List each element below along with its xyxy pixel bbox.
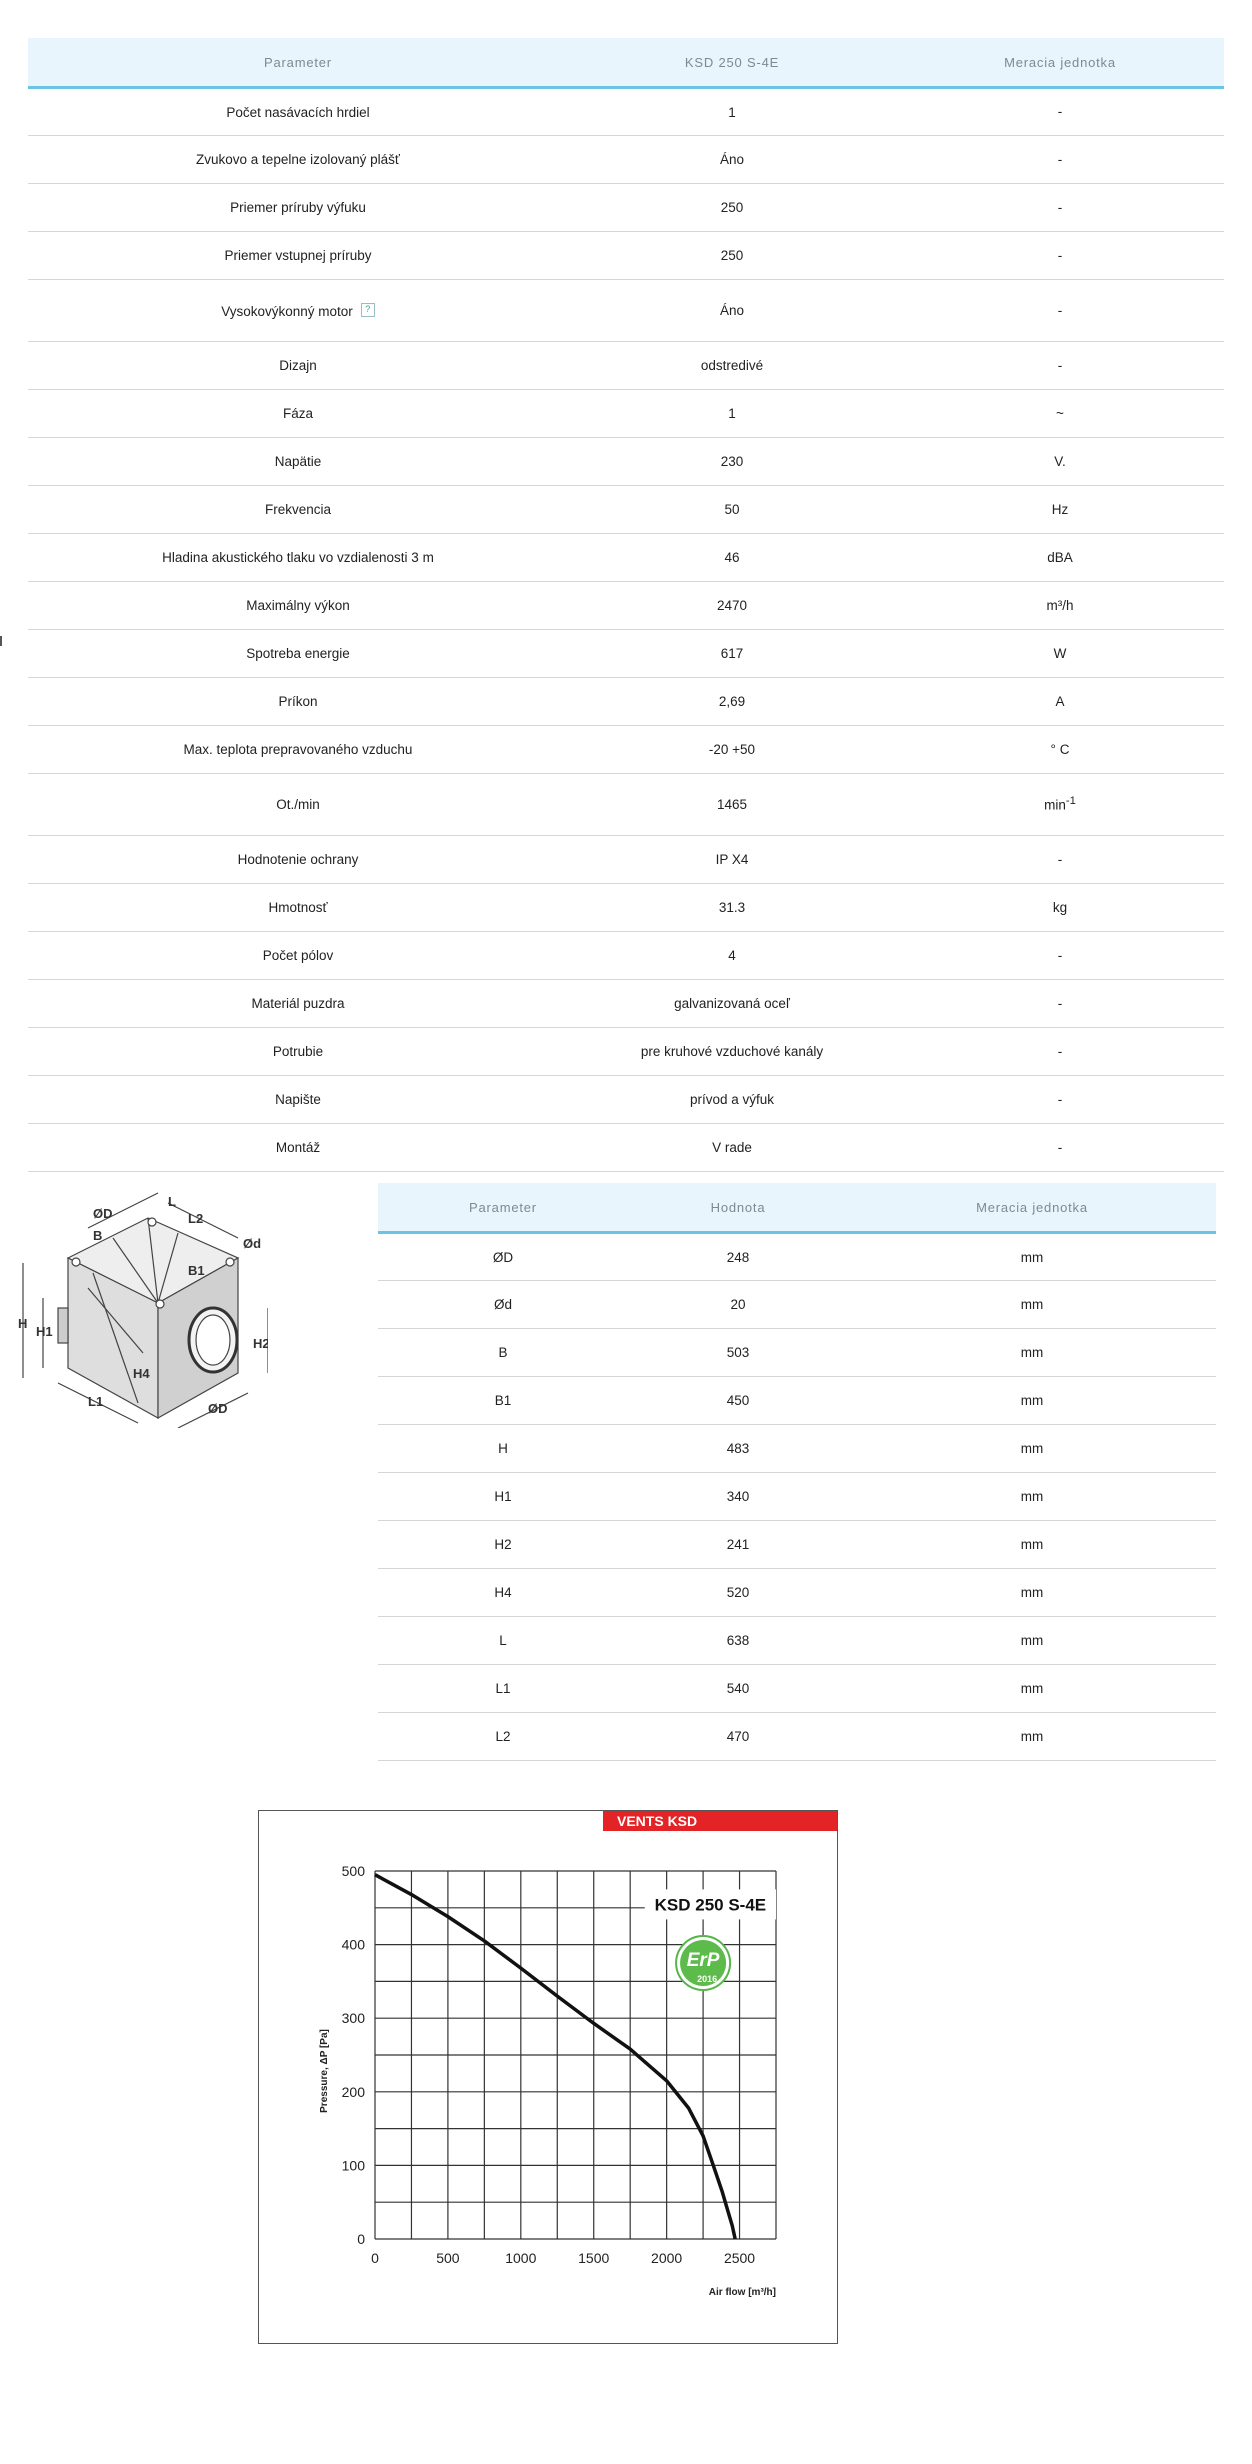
spec-unit-label: Hz xyxy=(1051,501,1069,517)
dimension-value: 483 xyxy=(628,1425,848,1473)
spec-param-label: Vysokovýkonný motor xyxy=(221,303,353,319)
spec-unit-label: - xyxy=(1057,199,1063,215)
dimension-row xyxy=(378,1377,1216,1425)
drawing-label: B xyxy=(93,1228,103,1243)
spec-unit xyxy=(896,630,1224,678)
y-axis-label: Pressure, ΔP [Pa] xyxy=(319,2029,330,2113)
spec-param xyxy=(28,280,568,342)
spec-param-label: Materiál puzdra xyxy=(251,996,345,1011)
dimension-row xyxy=(378,1425,1216,1473)
dimension-value: 520 xyxy=(628,1569,848,1617)
spec-param-label: Počet pólov xyxy=(262,948,334,963)
dimension-value: 20 xyxy=(628,1281,848,1329)
spec-row xyxy=(28,884,1224,932)
spec-value: 2,69 xyxy=(568,678,896,726)
performance-chart xyxy=(258,1810,838,2344)
x-tick-label: 500 xyxy=(436,2250,460,2266)
dimension-header-unit: Meracia jednotka xyxy=(848,1183,1216,1233)
spec-value: Áno xyxy=(568,136,896,184)
spec-param-label: Montáž xyxy=(275,1140,321,1155)
spec-param xyxy=(28,136,568,184)
dimension-value: 340 xyxy=(628,1473,848,1521)
drawing-label: H xyxy=(18,1316,28,1331)
y-tick-label: 0 xyxy=(357,2231,365,2247)
drawing-label: L2 xyxy=(188,1211,204,1226)
dimension-row xyxy=(378,1281,1216,1329)
spec-param-label: Hodnotenie ochrany xyxy=(237,852,359,867)
spec-param-label: Počet nasávacích hrdiel xyxy=(226,104,370,120)
drawing-label: H1 xyxy=(36,1324,53,1339)
dimension-header-parameter: Parameter xyxy=(378,1183,628,1233)
drawing-label: Ød xyxy=(243,1236,262,1251)
spec-value: 1 xyxy=(568,390,896,438)
spec-table xyxy=(28,38,1224,1172)
x-tick-label: 0 xyxy=(371,2250,379,2266)
drawing-label: B1 xyxy=(188,1263,205,1278)
spec-param-label: Ot./min xyxy=(276,797,320,812)
spec-unit xyxy=(896,232,1224,280)
spec-param xyxy=(28,726,568,774)
spec-header-unit: Meracia jednotka xyxy=(896,38,1224,88)
dimension-unit: mm xyxy=(848,1281,1216,1329)
spec-unit-label: kg xyxy=(1052,899,1068,915)
y-tick-label: 300 xyxy=(341,2010,365,2027)
spec-unit xyxy=(896,390,1224,438)
chart-svg xyxy=(259,1811,837,2343)
x-tick-label: 1000 xyxy=(505,2250,537,2266)
spec-unit-label: - xyxy=(1057,104,1063,119)
drawing-label: H2 xyxy=(253,1336,268,1351)
spec-row xyxy=(28,342,1224,390)
spec-value: 4 xyxy=(568,932,896,980)
dimension-unit: mm xyxy=(848,1713,1216,1761)
dimension-header-value: Hodnota xyxy=(628,1183,848,1233)
spec-header-model: KSD 250 S-4E xyxy=(568,38,896,88)
spec-header-row xyxy=(28,38,1224,88)
spec-unit xyxy=(896,184,1224,232)
spec-param-label: Priemer príruby výfuku xyxy=(230,200,366,215)
dimension-row xyxy=(378,1665,1216,1713)
spec-unit-label: dBA xyxy=(1047,549,1073,565)
dimension-value: 248 xyxy=(628,1233,848,1281)
spec-unit xyxy=(896,836,1224,884)
spec-row xyxy=(28,486,1224,534)
dimension-unit: mm xyxy=(848,1473,1216,1521)
spec-row xyxy=(28,232,1224,280)
spec-param xyxy=(28,486,568,534)
spec-param-label: Priemer vstupnej príruby xyxy=(224,248,372,263)
spec-unit xyxy=(896,342,1224,390)
dimension-param: Ød xyxy=(378,1281,628,1329)
spec-unit xyxy=(896,280,1224,342)
spec-row xyxy=(28,630,1224,678)
spec-header-parameter: Parameter xyxy=(28,38,568,88)
drawing-label: ØD xyxy=(93,1206,113,1221)
dimension-param: L2 xyxy=(378,1713,628,1761)
spec-unit-label: - xyxy=(1057,302,1063,318)
y-tick-label: 500 xyxy=(341,1863,365,1879)
dimension-param: H1 xyxy=(378,1473,628,1521)
spec-param xyxy=(28,232,568,280)
dimension-value: 241 xyxy=(628,1521,848,1569)
spec-param xyxy=(28,342,568,390)
dimension-param: H4 xyxy=(378,1569,628,1617)
spec-unit-label: A xyxy=(1055,693,1065,709)
spec-unit-label: W xyxy=(1053,645,1067,661)
spec-row xyxy=(28,390,1224,438)
dimension-row xyxy=(378,1569,1216,1617)
spec-param xyxy=(28,438,568,486)
spec-unit xyxy=(896,438,1224,486)
spec-row xyxy=(28,678,1224,726)
dimension-value: 638 xyxy=(628,1617,848,1665)
spec-row xyxy=(28,980,1224,1028)
spec-param xyxy=(28,774,568,836)
spec-param xyxy=(28,678,568,726)
spec-param-label: Maximálny výkon xyxy=(246,598,350,613)
dimension-value: 540 xyxy=(628,1665,848,1713)
spec-param xyxy=(28,582,568,630)
spec-row xyxy=(28,726,1224,774)
dimension-value: 450 xyxy=(628,1377,848,1425)
spec-unit-label: - xyxy=(1057,1091,1063,1107)
spec-value: 250 xyxy=(568,184,896,232)
y-tick-label: 200 xyxy=(341,2083,365,2100)
drawing-label: L xyxy=(168,1194,176,1209)
spec-body xyxy=(28,88,1224,1172)
dimension-unit: mm xyxy=(848,1425,1216,1473)
spec-unit-label: m³/h xyxy=(1046,597,1074,613)
spec-row xyxy=(28,1028,1224,1076)
spec-unit-label: ~ xyxy=(1056,405,1064,421)
spec-param xyxy=(28,390,568,438)
spec-row xyxy=(28,534,1224,582)
spec-unit xyxy=(896,774,1224,836)
spec-param-label: Hladina akustického tlaku vo vzdialenosti 3 m xyxy=(162,550,434,565)
performance-curve xyxy=(375,1875,735,2239)
spec-param-label: Dizajn xyxy=(279,358,317,373)
x-tick-label: 1500 xyxy=(578,2250,610,2266)
spec-param xyxy=(28,184,568,232)
spec-unit-label: min xyxy=(1044,797,1066,813)
spec-param xyxy=(28,980,568,1028)
help-icon[interactable]: ? xyxy=(361,303,375,317)
spec-unit xyxy=(896,486,1224,534)
spec-unit xyxy=(896,1076,1224,1124)
spec-value: 1465 xyxy=(568,774,896,836)
spec-unit-label: - xyxy=(1057,947,1063,963)
spec-unit xyxy=(896,726,1224,774)
spec-row xyxy=(28,582,1224,630)
spec-unit xyxy=(896,1028,1224,1076)
spec-value: 230 xyxy=(568,438,896,486)
dimension-unit: mm xyxy=(848,1233,1216,1281)
chart-brand-banner: VENTS KSD xyxy=(603,1811,837,1831)
spec-unit-exponent: -1 xyxy=(1065,795,1076,808)
spec-row xyxy=(28,1124,1224,1172)
spec-row xyxy=(28,836,1224,884)
dimension-drawing xyxy=(18,1178,268,1428)
spec-value: 2470 xyxy=(568,582,896,630)
spec-param-label: Napätie xyxy=(274,454,322,469)
spec-value: odstredivé xyxy=(568,342,896,390)
spec-unit-label: ° C xyxy=(1050,741,1070,757)
dimension-param: H xyxy=(378,1425,628,1473)
spec-unit-label: - xyxy=(1057,151,1063,167)
spec-param-label: Napište xyxy=(275,1092,321,1107)
dimension-unit: mm xyxy=(848,1377,1216,1425)
spec-unit-label: - xyxy=(1057,1043,1063,1059)
dimension-table xyxy=(378,1183,1216,1761)
dimension-param: L1 xyxy=(378,1665,628,1713)
spec-param-label: Príkon xyxy=(278,694,318,709)
spec-row xyxy=(28,438,1224,486)
spec-value: V rade xyxy=(568,1124,896,1172)
spec-unit xyxy=(896,582,1224,630)
dimension-body xyxy=(378,1233,1216,1761)
spec-row xyxy=(28,1076,1224,1124)
dimension-param: B1 xyxy=(378,1377,628,1425)
spec-unit xyxy=(896,932,1224,980)
spec-unit-label: - xyxy=(1057,1139,1063,1155)
dimension-unit: mm xyxy=(848,1521,1216,1569)
dimension-row xyxy=(378,1521,1216,1569)
dimension-row xyxy=(378,1473,1216,1521)
chart-title: KSD 250 S-4E xyxy=(654,1895,767,1915)
spec-value: Áno xyxy=(568,280,896,342)
dimension-param: H2 xyxy=(378,1521,628,1569)
spec-param-label: Zvukovo a tepelne izolovaný plášť xyxy=(196,152,400,167)
spec-unit xyxy=(896,884,1224,932)
spec-param xyxy=(28,88,568,136)
y-tick-label: 400 xyxy=(341,1936,365,1953)
spec-unit xyxy=(896,534,1224,582)
spec-param-label: Frekvencia xyxy=(264,502,332,517)
spec-value: galvanizovaná oceľ xyxy=(568,980,896,1028)
spec-row xyxy=(28,774,1224,836)
spec-param-label: Fáza xyxy=(282,406,313,421)
spec-row xyxy=(28,184,1224,232)
spec-value: 31.3 xyxy=(568,884,896,932)
dimension-row xyxy=(378,1329,1216,1377)
spec-value: pre kruhové vzduchové kanály xyxy=(568,1028,896,1076)
spec-param-label: Max. teplota prepravovaného vzduchu xyxy=(183,742,413,757)
spec-param-label: Hmotnosť xyxy=(268,900,328,915)
spec-unit-label: - xyxy=(1057,247,1063,263)
spec-value: -20 +50 xyxy=(568,726,896,774)
dimension-unit: mm xyxy=(848,1665,1216,1713)
spec-unit xyxy=(896,1124,1224,1172)
spec-value: 250 xyxy=(568,232,896,280)
spec-unit xyxy=(896,136,1224,184)
drawing-label: L1 xyxy=(88,1394,104,1409)
spec-param xyxy=(28,534,568,582)
spec-value: 46 xyxy=(568,534,896,582)
x-tick-label: 2500 xyxy=(723,2250,756,2266)
spec-row xyxy=(28,280,1224,342)
spec-param xyxy=(28,630,568,678)
x-axis-label: Air flow [m³/h] xyxy=(708,2287,776,2298)
drawing-label: H4 xyxy=(133,1366,150,1381)
dimension-row xyxy=(378,1713,1216,1761)
spec-value: prívod a výfuk xyxy=(568,1076,896,1124)
dimension-value: 503 xyxy=(628,1329,848,1377)
spec-row xyxy=(28,932,1224,980)
spec-row xyxy=(28,88,1224,136)
spec-param xyxy=(28,884,568,932)
spec-value: 50 xyxy=(568,486,896,534)
spec-unit xyxy=(896,980,1224,1028)
spec-param-label: Spotreba energie xyxy=(246,646,350,661)
spec-param xyxy=(28,1124,568,1172)
spec-param xyxy=(28,836,568,884)
spec-param xyxy=(28,1028,568,1076)
spec-unit-label: - xyxy=(1057,357,1063,373)
spec-param xyxy=(28,932,568,980)
spec-value: IP X4 xyxy=(568,836,896,884)
spec-value: 1 xyxy=(568,88,896,136)
dimension-param: ØD xyxy=(378,1233,628,1281)
spec-value: 617 xyxy=(568,630,896,678)
x-tick-label: 2000 xyxy=(651,2250,683,2266)
dimension-header-row xyxy=(378,1183,1216,1233)
dimension-param: B xyxy=(378,1329,628,1377)
dimension-value: 470 xyxy=(628,1713,848,1761)
spec-param-label: Potrubie xyxy=(272,1044,324,1059)
spec-param xyxy=(28,1076,568,1124)
dimension-unit: mm xyxy=(848,1617,1216,1665)
left-edge-mark xyxy=(0,636,2,646)
spec-unit-label: - xyxy=(1057,995,1063,1011)
y-tick-label: 100 xyxy=(341,2157,365,2174)
dimension-row xyxy=(378,1617,1216,1665)
spec-unit-label: V. xyxy=(1054,453,1066,469)
erp-badge-year: 2016 xyxy=(697,1974,718,1984)
spec-unit xyxy=(896,678,1224,726)
spec-unit-label: - xyxy=(1057,851,1063,867)
spec-unit xyxy=(896,88,1224,136)
erp-badge-text: ErP xyxy=(686,1950,720,1971)
spec-row xyxy=(28,136,1224,184)
dimension-unit: mm xyxy=(848,1329,1216,1377)
dimension-row xyxy=(378,1233,1216,1281)
dimension-unit: mm xyxy=(848,1569,1216,1617)
dimension-param: L xyxy=(378,1617,628,1665)
drawing-label: ØD xyxy=(208,1401,228,1416)
